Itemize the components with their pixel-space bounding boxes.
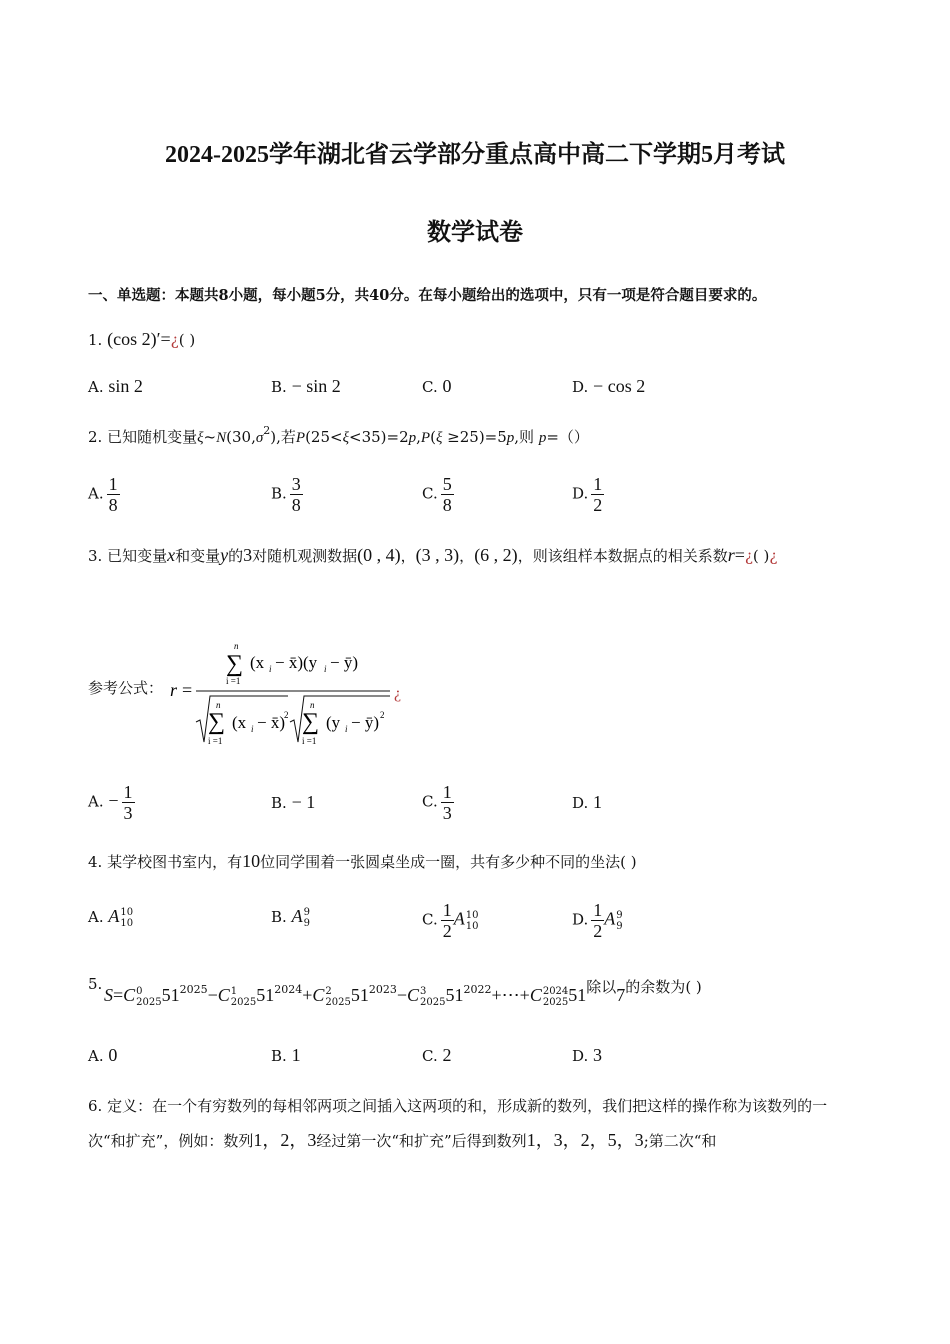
question-5: S=C 0 2025 $51^{2025}-C$ 1 2025 $51^{2024}+C$ 2 2025 $51^{2023}-C$ 3 2025 $51^{2022}+\cdots+C$ 2024 2025 51除以7的余数为( )	[104, 978, 702, 1008]
q1-number: 1.	[88, 331, 103, 349]
q1-tail: ( )	[178, 331, 196, 349]
q5-option-c[interactable]: C. 2	[422, 1045, 452, 1065]
question-1	[88, 329, 195, 350]
question-3: 3. 已知变量x和变量y的3对随机观测数据(0 , 4)，(3 , 3)，(6 , 2)，则该组样本数据点的相关系数r=¿( )¿	[88, 545, 778, 565]
svg-text:− ȳ): − ȳ)	[330, 653, 358, 672]
reference-formula-label: 参考公式：	[88, 679, 164, 697]
q4-option-a[interactable]: A. A 10 10	[88, 906, 134, 929]
svg-text:− x̄): − x̄)	[257, 713, 285, 732]
svg-text:i =1: i =1	[208, 736, 223, 746]
svg-text:− ȳ): − ȳ)	[351, 713, 379, 732]
q2-option-b[interactable]: B. $\frac{3}{8}$	[271, 474, 301, 515]
svg-text:r: r	[170, 680, 178, 700]
correlation-formula	[168, 636, 428, 751]
q5-option-d[interactable]: D. 3	[572, 1045, 603, 1065]
svg-text:2: 2	[380, 710, 385, 720]
q5-option-a[interactable]: A. 0	[88, 1045, 118, 1065]
q1-mark: ¿	[170, 331, 179, 349]
q5-option-b[interactable]: B. 1	[271, 1045, 301, 1065]
svg-text:n: n	[234, 641, 239, 651]
q2-option-c[interactable]: C. $\frac{5}{8}$	[422, 474, 452, 515]
q4-option-d[interactable]: D. $\frac{1}{2}$ A 9 9	[572, 900, 623, 941]
question-6: 6. 定义：在一个有穷数列的每相邻两项之间插入这两项的和，形成新的数列，我们把这样的操作称为该数列的一次“和扩充”，例如：数列1，2，3经过第一次“和扩充”后得到数列1，3，2，5，3;第二次“和	[88, 1097, 828, 1150]
question-2: 2. 已知随机变量$\xi\sim N(30,\sigma^2)$,若P(25<ξ<35)=2p,P(ξ ≥25)=5p,则 p=（）	[88, 424, 589, 446]
q3-option-b[interactable]: B. − 1	[271, 792, 316, 812]
svg-text:(x: (x	[250, 653, 265, 672]
svg-text:n: n	[216, 700, 221, 710]
svg-text:i: i	[251, 724, 254, 734]
svg-text:2: 2	[284, 710, 289, 720]
q3-option-c[interactable]: C. $\frac{1}{3}$	[422, 782, 452, 823]
svg-text:(y: (y	[326, 713, 341, 732]
q1-expression: (cos 2)′=	[107, 329, 171, 349]
svg-text:(x: (x	[232, 713, 247, 732]
svg-text:i =1: i =1	[226, 676, 241, 686]
q1-option-b[interactable]: B. − sin 2	[271, 376, 341, 396]
q3-option-a[interactable]: A. − $\frac{1}{3}$	[88, 782, 133, 823]
question-5-number: 5.	[88, 975, 103, 993]
svg-text:i: i	[324, 664, 327, 674]
question-4: 4. 某学校图书室内，有10位同学围着一张圆桌坐成一圈，共有多少种不同的坐法( )	[88, 851, 637, 871]
svg-text:i: i	[269, 664, 272, 674]
svg-text:=: =	[182, 680, 193, 700]
svg-text:¿: ¿	[394, 685, 402, 702]
q4-option-b[interactable]: B. A 9 9	[271, 906, 310, 929]
svg-text:∑: ∑	[302, 709, 320, 735]
q4-option-c[interactable]: C. $\frac{1}{2}$ A 10 10	[422, 900, 479, 941]
section-heading: 一、单选题：本题共8小题，每小题5分，共40分。在每小题给出的选项中，只有一项是符合题目要求的。	[88, 287, 767, 304]
q2-option-d[interactable]: D. $\frac{1}{2}$	[572, 474, 603, 515]
svg-text:i =1: i =1	[302, 736, 317, 746]
q1-option-c[interactable]: C. 0	[422, 376, 452, 396]
q1-option-d[interactable]: D. − cos 2	[572, 376, 646, 396]
svg-text:∑: ∑	[226, 651, 244, 677]
svg-text:i: i	[345, 724, 348, 734]
svg-text:∑: ∑	[208, 709, 226, 735]
q1-option-a[interactable]: A. sin 2	[88, 376, 143, 396]
q2-option-a[interactable]: A. $\frac{1}{8}$	[88, 474, 118, 515]
svg-text:− x̄)(y: − x̄)(y	[275, 653, 318, 672]
exam-subtitle: 数学试卷	[427, 220, 523, 246]
q3-option-d[interactable]: D. 1	[572, 792, 603, 812]
exam-title: 2024-2025学年湖北省云学部分重点高中高二下学期5月考试	[165, 142, 785, 168]
svg-text:n: n	[310, 700, 315, 710]
